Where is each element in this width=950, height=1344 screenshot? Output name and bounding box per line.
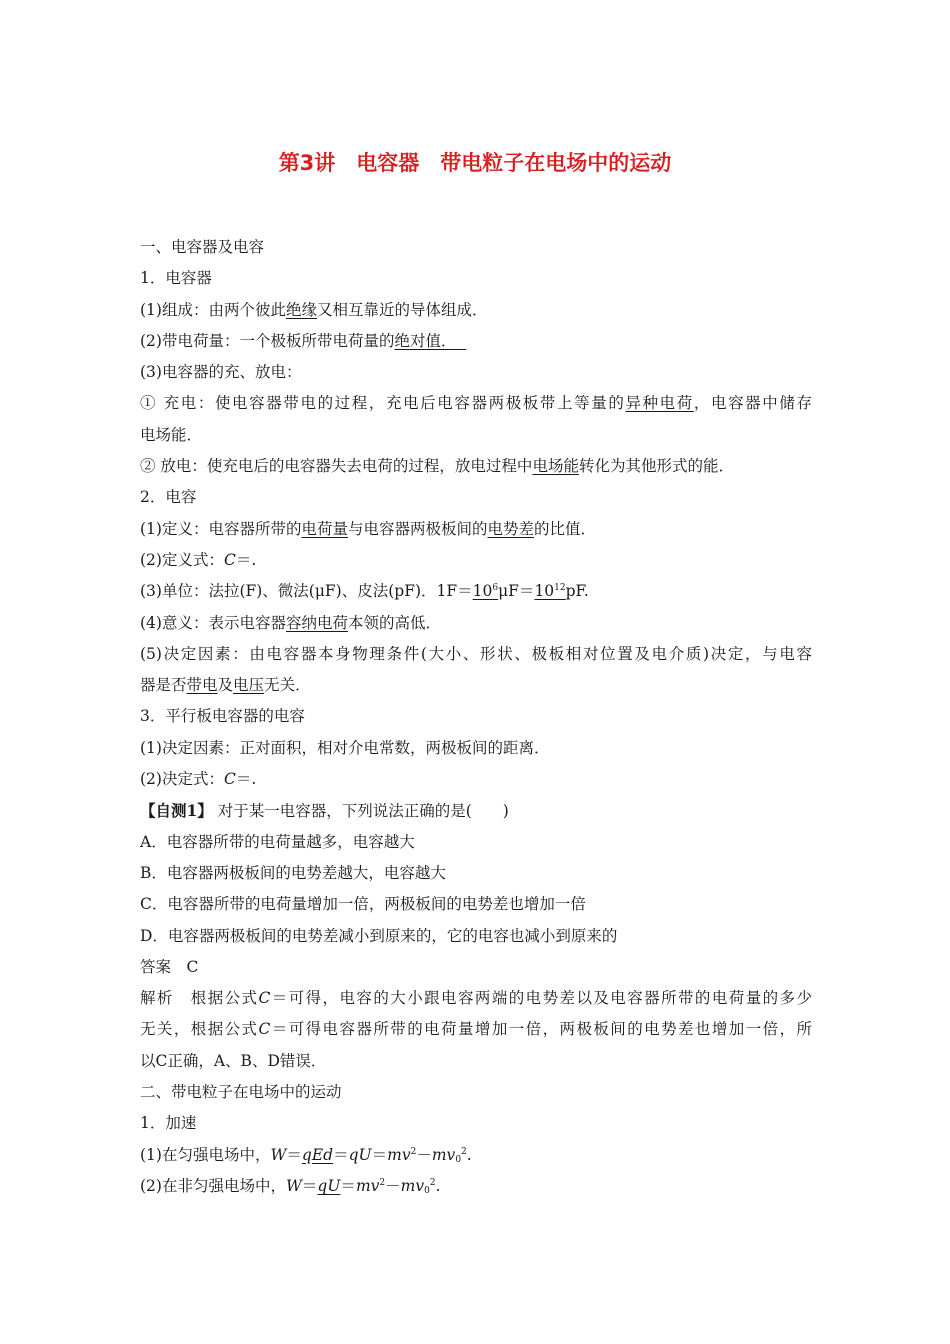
para-nonuniform-field: (2)在非匀强电场中，$W=qU=mv^2-mv_0^2$. — [140, 1176, 441, 1196]
underlined-term: $10^6$ — [472, 582, 499, 601]
underlined-term: 电势差 — [487, 519, 535, 538]
quiz-analysis-line3: 以C正确，A、B、D错误． — [140, 1051, 327, 1070]
subheading-parallel-plate: 3．平行板电容器的电容 — [140, 707, 305, 726]
quiz-option-a: A．电容器所带的电荷量越多，电容越大 — [140, 832, 415, 851]
underlined-term: 电压 — [233, 676, 265, 695]
document-body — [140, 232, 812, 1202]
para-composition: (1)组成：由两个彼此绝缘又相互靠近的导体组成． — [140, 300, 488, 319]
underlined-term: 异种电荷 — [625, 394, 694, 413]
para-parallel-formula: (2)决定式：C＝. — [140, 770, 257, 789]
para-charge-discharge: (3)电容器的充、放电： — [140, 363, 302, 382]
para-uniform-field: (1)在匀强电场中，$W=qEd=qU=mv^2-mv_0^2$. — [140, 1145, 472, 1165]
quiz-label: 【自测1】 — [140, 801, 213, 821]
para-charging: ① 充电：使电容器带电的过程，充电后电容器两极板带上等量的异种电荷，电容器中储存 — [140, 394, 812, 413]
quiz-question: 【自测1】 对于某一电容器，下列说法正确的是( ) — [140, 801, 509, 821]
quiz-analysis-line2: 无关，根据公式C＝可得电容器所带的电荷量增加一倍，两极板间的电势差也增加一倍，所 — [140, 1020, 812, 1039]
para-factors-cont: 器是否带电及电压无关． — [140, 676, 311, 695]
section-heading-capacitor: 一、电容器及电容 — [140, 238, 265, 256]
underlined-term: 带电 — [186, 676, 218, 695]
para-definition: (1)定义：电容器所带的电荷量与电容器两极板间的电势差的比值． — [140, 519, 597, 538]
underlined-term: 绝缘 — [285, 300, 317, 319]
para-meaning: (4)意义：表示电容器容纳电荷本领的高低． — [140, 613, 441, 632]
quiz-option-b: B．电容器两极板间的电势差越大，电容越大 — [140, 863, 446, 882]
para-charge: (2)带电荷量：一个极板所带电荷量的绝对值． — [140, 331, 457, 350]
para-factors: (5)决定因素：由电容器本身物理条件(大小、形状、极板相对位置及电介质)决定，与电容 — [140, 644, 812, 663]
page-title: 第3讲 电容器 带电粒子在电场中的运动 — [278, 151, 672, 175]
underlined-term: 绝对值． — [394, 331, 457, 350]
underlined-term: 电场能 — [532, 457, 579, 476]
quiz-option-d: D．电容器两极板间的电势差减小到原来的，它的电容也减小到原来的 — [140, 926, 618, 945]
underlined-term: qU — [317, 1176, 341, 1195]
subheading-capacitor: 1．电容器 — [140, 269, 212, 288]
underlined-term: $10^{12}$ — [534, 582, 566, 601]
subheading-acceleration: 1．加速 — [140, 1114, 197, 1133]
underlined-term: 电荷量 — [301, 519, 348, 538]
para-discharging: ② 放电：使充电后的电容器失去电荷的过程，放电过程中电场能转化为其他形式的能． — [140, 457, 734, 476]
quiz-analysis-line1: 解析 根据公式C＝可得，电容的大小跟电容两端的电势差以及电容器所带的电荷量的多少 — [140, 989, 812, 1008]
para-parallel-factors: (1)决定因素：正对面积，相对介电常数，两极板间的距离． — [140, 738, 550, 757]
para-formula: (2)定义式：C＝. — [140, 550, 257, 569]
underlined-term: qEd — [301, 1145, 334, 1164]
section-heading-motion: 二、带电粒子在电场中的运动 — [140, 1083, 342, 1102]
para-charging-cont: 电场能． — [140, 425, 203, 444]
quiz-option-c: C．电容器所带的电荷量增加一倍，两极板间的电势差也增加一倍 — [140, 895, 586, 914]
para-unit: (3)单位：法拉(F)、微法(μF)、皮法(pF)．$1F=10^6\mu F=10^{12}pF$. — [140, 582, 589, 601]
underlined-term: 容纳电荷 — [285, 613, 348, 632]
quiz-answer: 答案 C — [140, 957, 199, 976]
subheading-capacitance: 2．电容 — [140, 488, 197, 507]
